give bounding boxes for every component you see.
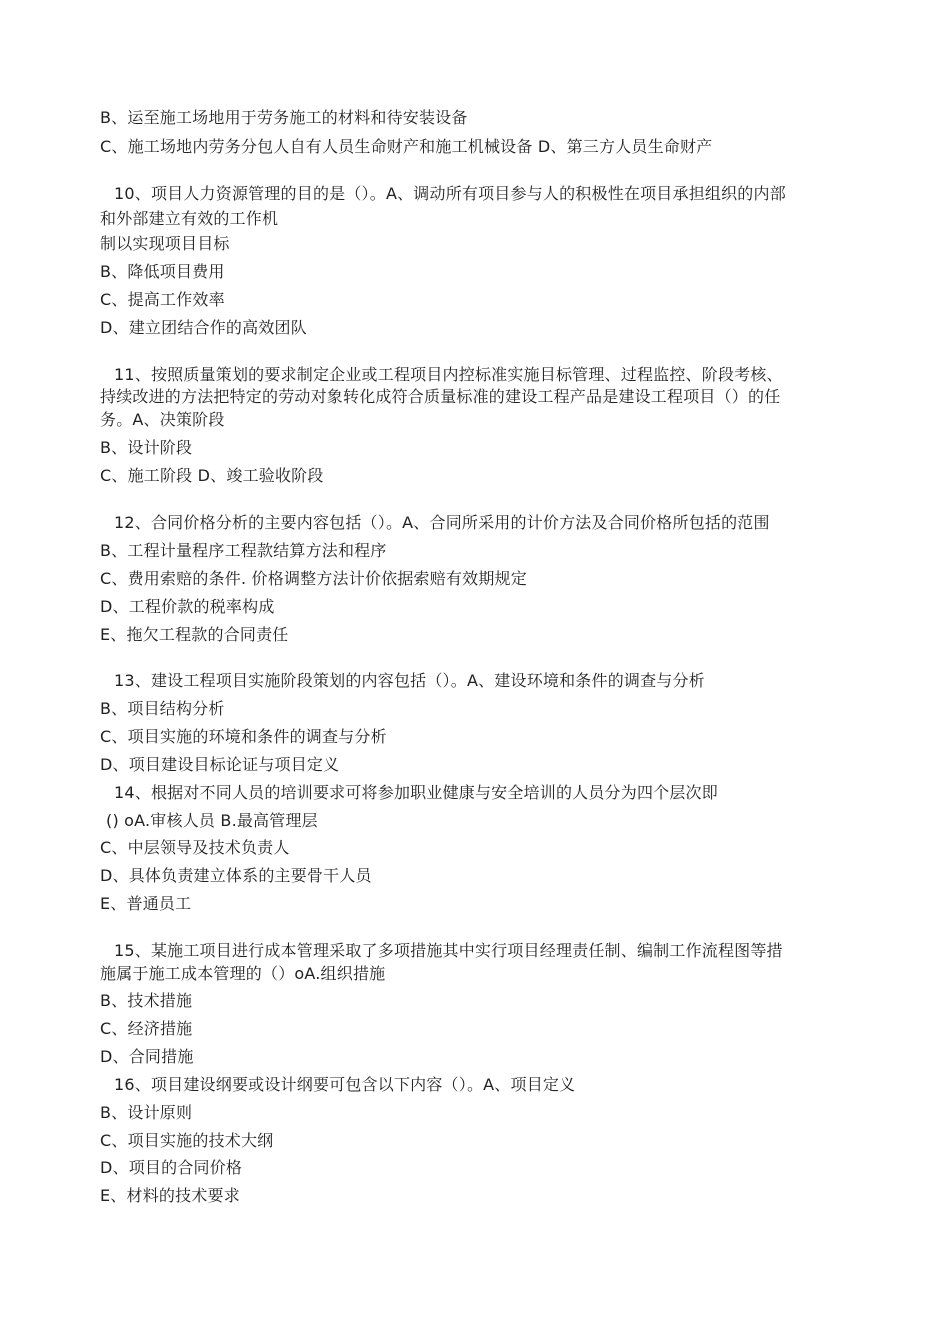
question-line: 制以实现项目目标 bbox=[100, 234, 230, 253]
option-line: B、技术措施 bbox=[100, 991, 193, 1010]
option-line: C、提高工作效率 bbox=[100, 290, 225, 309]
option-line: E、材料的技术要求 bbox=[100, 1186, 240, 1205]
question-line: 和外部建立有效的工作机 bbox=[100, 209, 279, 228]
question-line: () oA.审核人员 B.最高管理层 bbox=[106, 811, 318, 830]
option-line: D、项目建设目标论证与项目定义 bbox=[100, 755, 340, 774]
option-line: C、施工阶段 D、竣工验收阶段 bbox=[100, 466, 324, 485]
question-14: 14、根据对不同人员的培训要求可将参加职业健康与安全培训的人员分为四个层次即 bbox=[114, 783, 718, 802]
option-line: C、项目实施的环境和条件的调查与分析 bbox=[100, 727, 387, 746]
option-line: B、项目结构分析 bbox=[100, 699, 225, 718]
option-line: B、设计原则 bbox=[100, 1103, 193, 1122]
option-line: B、降低项目费用 bbox=[100, 262, 225, 281]
option-line: C、施工场地内劳务分包人自有人员生命财产和施工机械设备 D、第三方人员生命财产 bbox=[100, 137, 713, 156]
question-line: 持续改进的方法把特定的劳动对象转化成符合质量标准的建设工程产品是建设工程项目（）的任 bbox=[100, 387, 781, 406]
question-11: 11、按照质量策划的要求制定企业或工程项目内控标准实施目标管理、过程监控、阶段考核、 bbox=[114, 365, 783, 384]
option-line: C、中层领导及技术负责人 bbox=[100, 838, 290, 857]
option-line: B、设计阶段 bbox=[100, 438, 193, 457]
option-line: D、建立团结合作的高效团队 bbox=[100, 318, 307, 337]
option-line: B、运至施工场地用于劳务施工的材料和待安装设备 bbox=[100, 108, 468, 127]
question-line: 施属于施工成本管理的（）oA.组织措施 bbox=[100, 964, 386, 983]
option-line: B、工程计量程序工程款结算方法和程序 bbox=[100, 541, 387, 560]
option-line: E、普通员工 bbox=[100, 894, 192, 913]
option-line: D、合同措施 bbox=[100, 1047, 194, 1066]
option-line: C、费用索赔的条件. 价格调整方法计价依据索赔有效期规定 bbox=[100, 569, 527, 588]
option-line: E、拖欠工程款的合同责任 bbox=[100, 625, 289, 644]
question-12: 12、合同价格分析的主要内容包括（）。A、合同所采用的计价方法及合同价格所包括的范围 bbox=[114, 513, 770, 532]
option-line: D、项目的合同价格 bbox=[100, 1158, 243, 1177]
question-13: 13、建设工程项目实施阶段策划的内容包括（）。A、建设环境和条件的调查与分析 bbox=[114, 671, 705, 690]
question-10: 10、项目人力资源管理的目的是（）。A、调动所有项目参与人的积极性在项目承担组织的内部 bbox=[114, 184, 786, 203]
question-15: 15、某施工项目进行成本管理采取了多项措施其中实行项目经理责任制、编制工作流程图等措 bbox=[114, 941, 783, 960]
option-line: D、工程价款的税率构成 bbox=[100, 597, 275, 616]
option-line: D、具体负责建立体系的主要骨干人员 bbox=[100, 866, 372, 885]
question-line: 务。A、决策阶段 bbox=[100, 410, 225, 429]
question-16: 16、项目建设纲要或设计纲要可包含以下内容（）。A、项目定义 bbox=[114, 1075, 576, 1094]
option-line: C、经济措施 bbox=[100, 1019, 193, 1038]
option-line: C、项目实施的技术大纲 bbox=[100, 1131, 274, 1150]
